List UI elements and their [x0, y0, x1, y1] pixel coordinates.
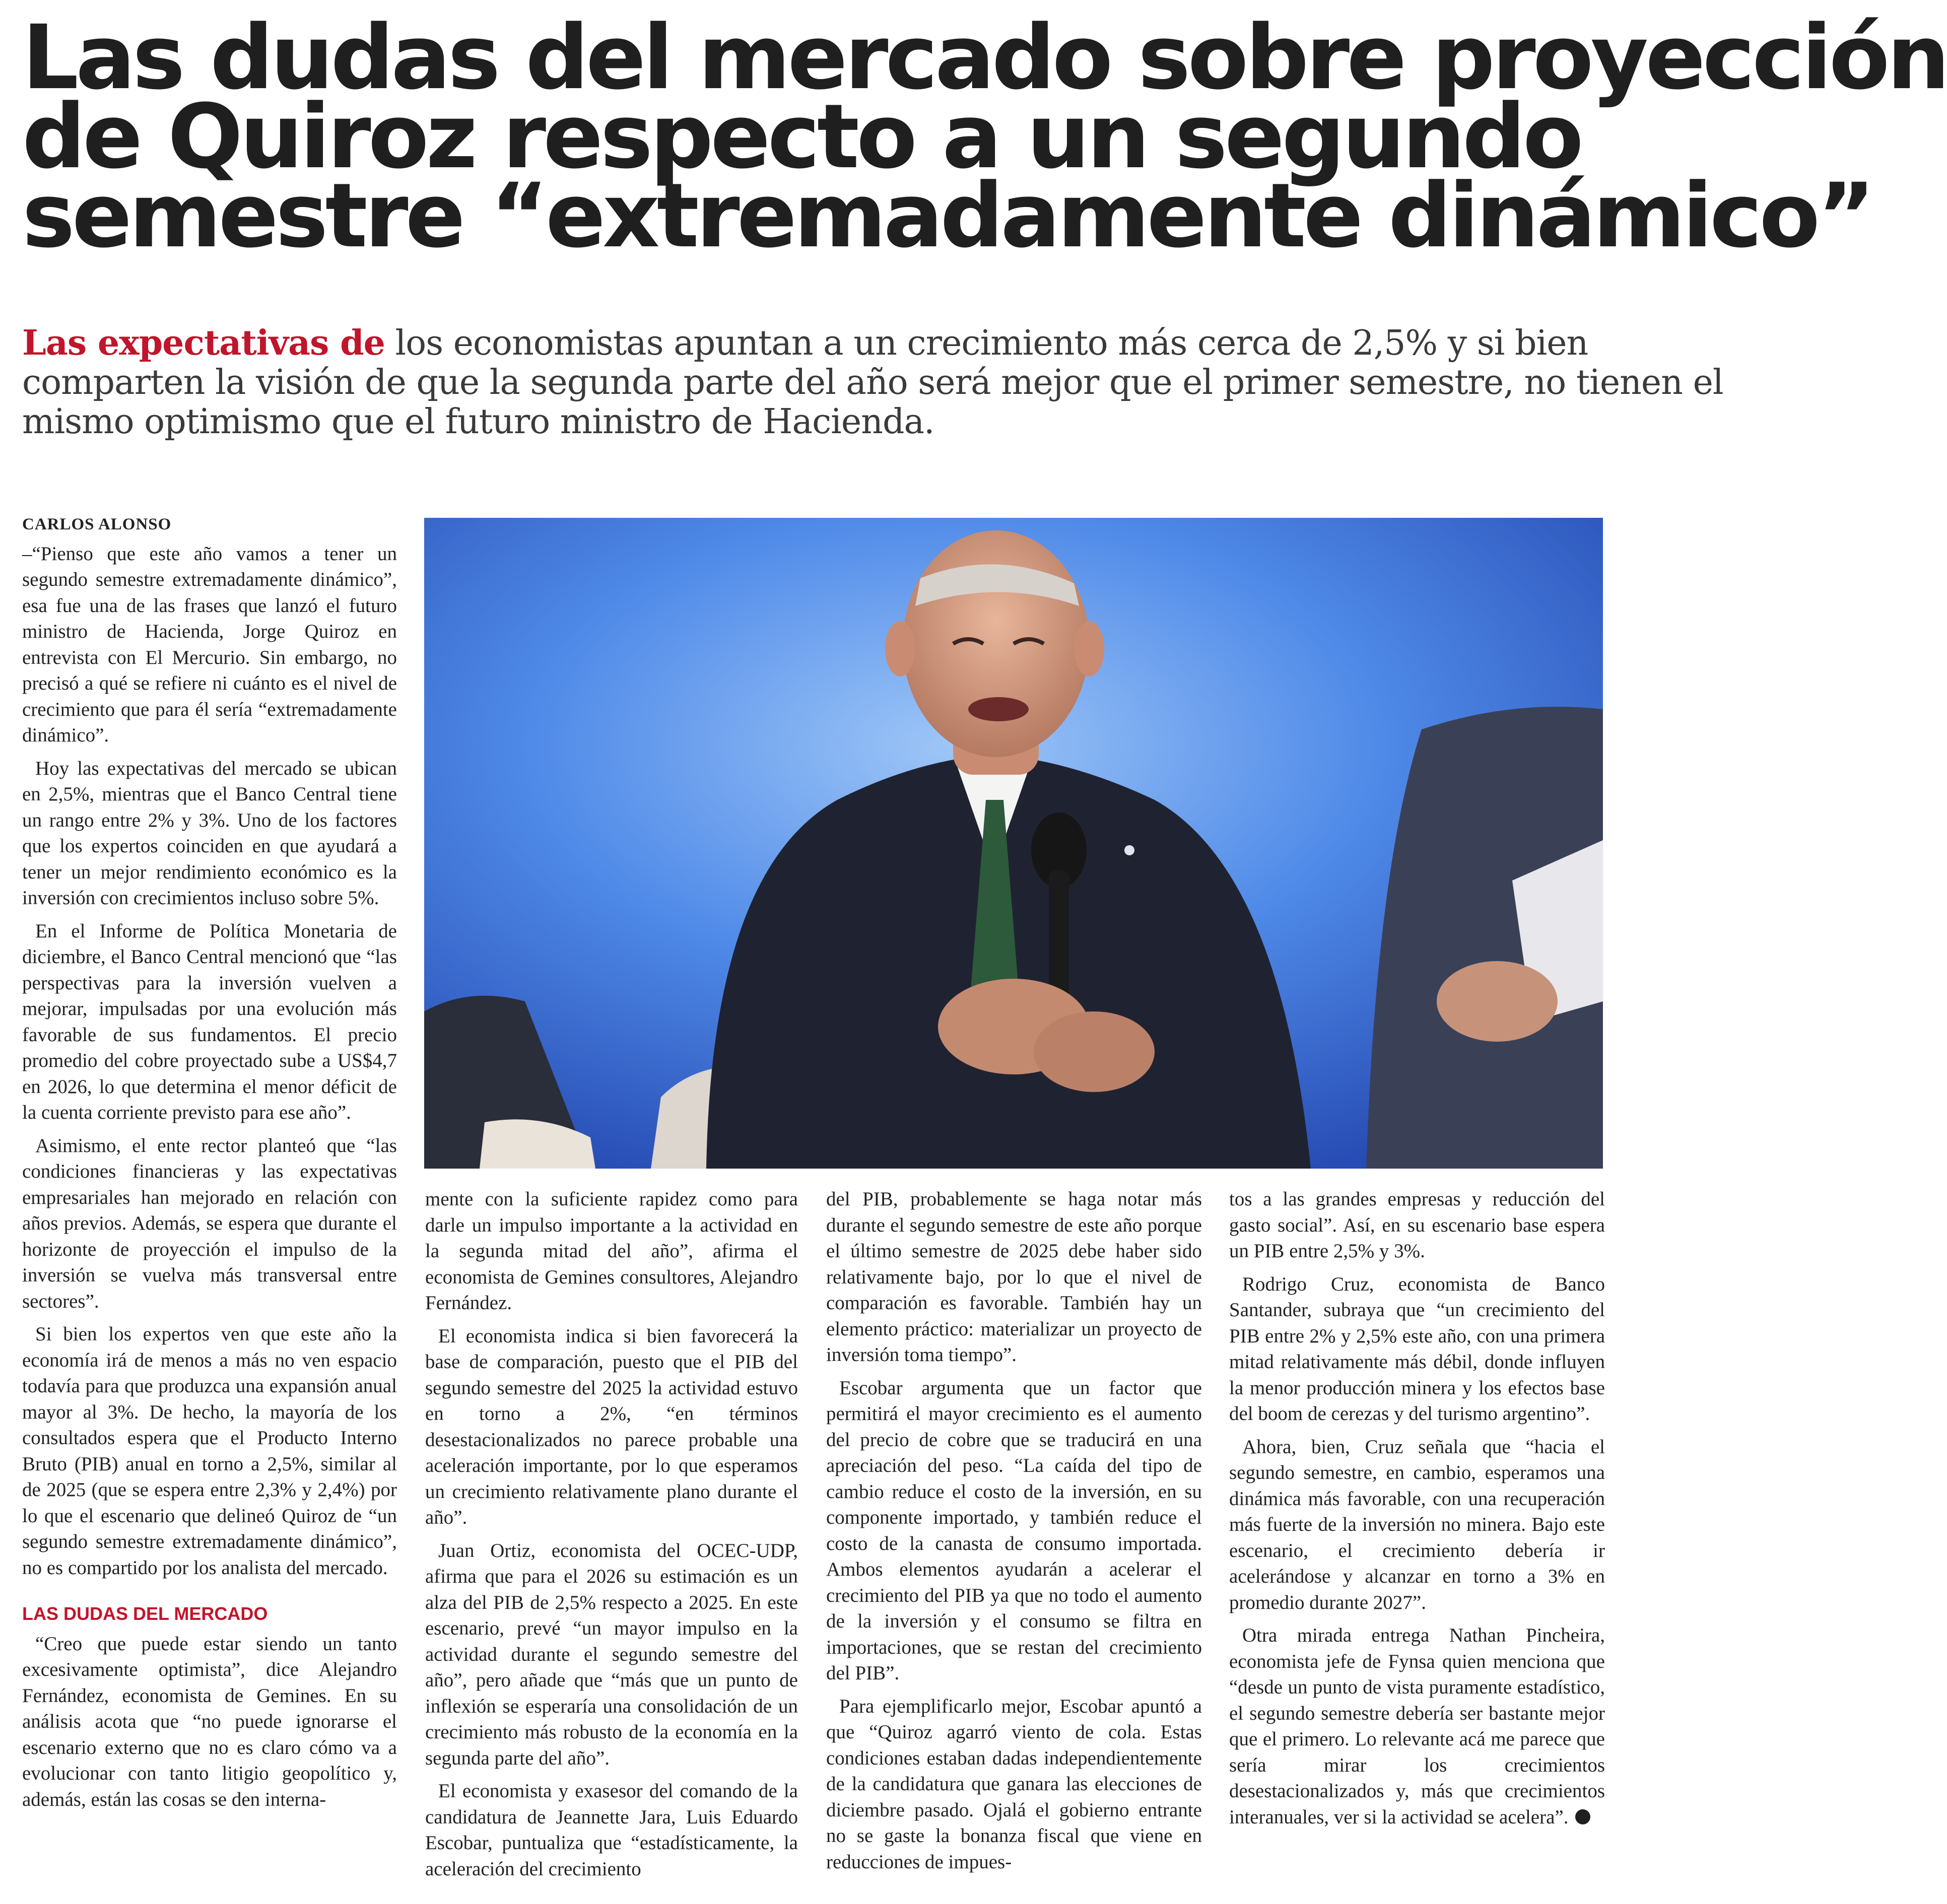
- body-paragraph: Rodrigo Cruz, economista de Banco Santander, subraya que “un crecimiento del PIB entre 2% y 2,5% este año, con una primera mitad relativamente más débil, donde influyen la menor producción minera y los efectos base del boom de cerezas y del turismo argentino”.: [1229, 1273, 1605, 1424]
- body-paragraph: Juan Ortiz, economista del OCEC-UDP, afirma que para el 2026 su estimación es un alza del PIB de 2,5% respecto a 2025. En este escenario, prevé “un mayor impulso en la actividad durante el segundo semestre del año”, pero añade que “más que un punto de inflexión se esperaría una consolidación de un crecimiento más robusto de la economía en la segunda parte del año”.: [425, 1539, 798, 1769]
- body-paragraph: tos a las grandes empresas y reducción del gasto social”. Así, en su escenario base espera un PIB entre 2,5% y 3%.: [1229, 1188, 1605, 1262]
- body-paragraph: [1229, 1622, 1605, 1830]
- body-paragraph: Si bien los expertos ven que este año la economía irá de menos a más no ven espacio todavía para que produzca una expansión anual mayor al 3%. De hecho, la mayoría de los consultados espera que el Producto Interno Bruto (PIB) anual en torno a 2,5%, similar al de 2025 (que se espera entre 2,3% y 2,4%) por lo que el escenario que delineó Quiroz de “un segundo semestre extremadamente dinámico”, no es compartido por los analista del mercado.: [22, 1323, 397, 1579]
- article-column-1: [22, 512, 397, 1812]
- article-column-2: [425, 1186, 798, 1882]
- final-paragraph-text: Otra mirada entrega Nathan Pincheira, economista jefe de Fynsa quien menciona que “desde un punto de vista puramente estadístico, el segundo semestre debería ser bastante mejor que el primero. Lo relevante acá me parece que sería mirar los crecimientos desestacionalizados y, más que crecimientos interanuales, ver si la actividad se acelera”.: [1229, 1624, 1605, 1828]
- byline: CARLOS ALONSO: [22, 515, 172, 533]
- headline: [22, 6, 1947, 267]
- body-paragraph: Para ejemplificarlo mejor, Escobar apuntó a que “Quiroz agarró viento de cola. Estas condiciones estaban dadas independientemente de la candidatura que ganara las elecciones de diciembre pasado. Ojalá el gobierno entrante no se gaste la bonanza fiscal que viene en reducciones de impues-: [826, 1695, 1202, 1873]
- body-paragraph: Asimismo, el ente rector planteó que “las condiciones financieras y las expectativas empresariales han mejorado en relación con años previos. Además, se espera que durante el horizonte de proyección el impulso de la inversión se vuelva más transversal entre sectores”.: [22, 1134, 397, 1312]
- headline-line: semestre “extremadamente dinámico”: [22, 164, 1872, 267]
- article-photo: [424, 518, 1603, 1169]
- lead-line: comparten la visión de que la segunda parte del año será mejor que el primer semestre, no tienen el: [22, 363, 1723, 402]
- headline-line: Las dudas del mercado sobre proyección: [22, 6, 1947, 109]
- section-subhead: LAS DUDAS DEL MERCADO: [22, 1603, 268, 1624]
- lead-line: mismo optimismo que el futuro ministro de Hacienda.: [22, 402, 934, 442]
- body-paragraph: del PIB, probablemente se haga notar más durante el segundo semestre de este año porque el último semestre de 2025 debe haber sido relativamente bajo, por lo que el nivel de comparación es favorable. También hay un elemento práctico: materializar un proyecto de inversión toma tiempo”.: [826, 1188, 1202, 1366]
- body-paragraph: El economista indica si bien favorecerá la base de comparación, puesto que el PIB del segundo semestre del 2025 la actividad estuvo en torno a 2%, “en términos desestacionalizados no parece probable una aceleración importante, por lo que esperamos un crecimiento relativamente plano durante el año”.: [425, 1325, 798, 1528]
- body-paragraph: mente con la suficiente rapidez como para darle un impulso importante a la actividad en la segunda mitad del año”, afirma el economista de Gemines consultores, Alejandro Fernández.: [425, 1188, 798, 1314]
- lead-line: [22, 323, 1619, 363]
- speaker-photo-illustration: [424, 518, 1603, 1169]
- article-column-3: [826, 1186, 1202, 1875]
- body-paragraph: Ahora, bien, Cruz señala que “hacia el segundo semestre, en cambio, esperamos una dinámica más favorable, con una recuperación más fuerte de la inversión no minera. Bajo este escenario, el crecimiento debería ir acelerándose y alcanzar en torno a 3% en promedio durante 2027”.: [1229, 1436, 1605, 1613]
- body-paragraph: Hoy las expectativas del mercado se ubican en 2,5%, mientras que el Banco Central tiene un rango entre 2% y 3%. Uno de los factores que los expertos coinciden en que ayudará a tener un mejor rendimiento económico es la inversión con crecimientos incluso sobre 5%.: [22, 757, 397, 909]
- headline-line: de Quiroz respecto a un segundo: [22, 85, 1581, 188]
- body-paragraph: “Creo que puede estar siendo un tanto excesivamente optimista”, dice Alejandro Fernández, economista de Gemines. En su análisis acota que “no puede ignorarse el escenario externo que no es claro cómo va a evolucionar con tanto litigio geopolítico y, además, están las cosas se den interna-: [22, 1633, 397, 1810]
- article-column-4: [1229, 1186, 1605, 1830]
- body-paragraph: En el Informe de Política Monetaria de diciembre, el Banco Central mencionó que “las perspectivas para la inversión vuelven a mejorar, impulsadas por una evolución más favorable de sus fundamentos. El precio promedio del cobre proyectado sube a US$4,7 en 2026, lo que determina el menor déficit de la cuenta corriente previsto para ese año”.: [22, 920, 397, 1123]
- body-paragraph: –“Pienso que este año vamos a tener un segundo semestre extremadamente dinámico”, esa fue una de las frases que lanzó el futuro ministro de Hacienda, Jorge Quiroz en entrevista con El Mercurio. Sin embargo, no precisó a qué se refiere ni cuánto es el nivel de crecimiento que para él sería “extremadamente dinámico”.: [22, 542, 397, 746]
- lead-kicker: Las expectativas de: [22, 323, 385, 363]
- body-paragraph: Escobar argumenta que un factor que permitirá el mayor crecimiento es el aumento del precio de cobre que se traducirá en una apreciación del peso. “La caída del tipo de cambio reduce el costo de la inversión, en su componente importado, y también reduce el costo de la canasta de consumo importada. Ambos elementos ayudarán a acelerar el crecimiento del PIB ya que no todo el aumento de la inversión y el consumo se filtra en importaciones, que se restan del crecimiento del PIB”.: [826, 1377, 1202, 1684]
- end-of-article-icon: [1575, 1809, 1590, 1824]
- lead-text: los economistas apuntan a un crecimiento más cerca de 2,5% y si bien: [384, 323, 1588, 363]
- lead-paragraph: [22, 323, 1723, 442]
- body-paragraph: El economista y exasesor del comando de la candidatura de Jeannette Jara, Luis Eduardo Escobar, puntualiza que “estadísticamente, la aceleración del crecimiento: [425, 1780, 798, 1880]
